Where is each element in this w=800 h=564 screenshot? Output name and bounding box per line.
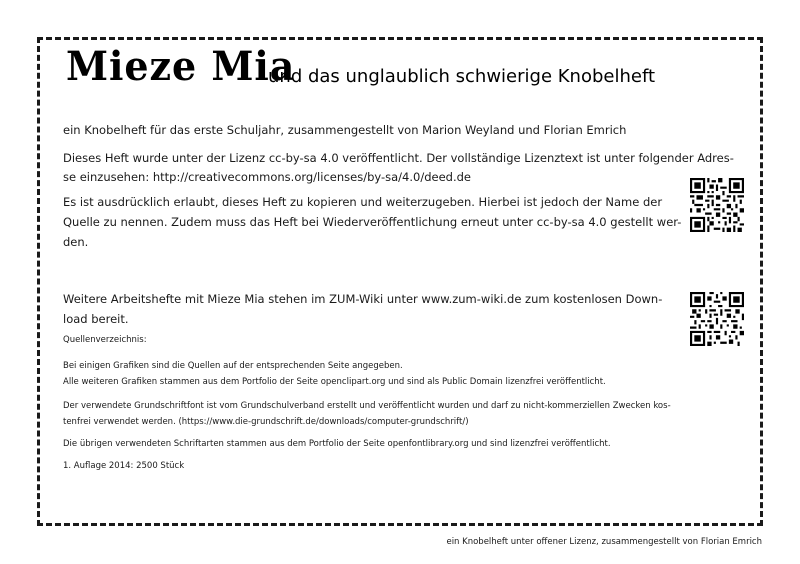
- graphics-sources-line2: Alle weiteren Grafiken stammen aus dem Portfolio der Seite openclipart.org und sind als Public Domain lizenzfrei veröffentlicht.: [63, 377, 606, 387]
- qr-code-icon: [690, 292, 744, 346]
- license-text-line1: Dieses Heft wurde unter der Lizenz cc-by-sa 4.0 veröffentlicht. Der vollständige Lizenztext ist unter folgender Adres-: [63, 151, 734, 165]
- copy-text-line1: Es ist ausdrücklich erlaubt, dieses Heft zu kopieren und weiterzugeben. Hierbei ist jedoch der Name der: [63, 195, 663, 209]
- dashed-border-frame: [37, 37, 763, 526]
- other-fonts-source: Die übrigen verwendeten Schriftarten stammen aus dem Portfolio der Seite openfontlibrary.org und sind lizenzfrei veröffentlicht.: [63, 439, 611, 449]
- page-subtitle: und das unglaublich schwierige Knobelheft: [268, 66, 656, 87]
- edition-info: 1. Auflage 2014: 2500 Stück: [63, 461, 185, 471]
- graphics-sources-line1: Bei einigen Grafiken sind die Quellen auf der entsprechenden Seite angegeben.: [63, 361, 403, 371]
- font-source-line1: Der verwendete Grundschriftfont ist vom Grundschulverband erstellt und veröffentlicht wurden und darf zu nicht-kommerziellen Zwecken kos-: [63, 401, 671, 411]
- logo-title: Mieze Mia: [66, 43, 296, 90]
- license-text-line2: se einzusehen: http://creativecommons.org/licenses/by-sa/4.0/deed.de: [63, 170, 471, 184]
- more-text-line2: load bereit.: [63, 312, 129, 326]
- intro-text: ein Knobelheft für das erste Schuljahr, zusammengestellt von Marion Weyland und Florian Emrich: [63, 123, 627, 137]
- footer-text: ein Knobelheft unter offener Lizenz, zusammengestellt von Florian Emrich: [446, 537, 762, 547]
- qr-code-icon: [690, 178, 744, 232]
- more-text-line1: Weitere Arbeitshefte mit Mieze Mia stehen im ZUM-Wiki unter www.zum-wiki.de zum kostenlosen Down-: [63, 292, 663, 306]
- copy-text-line2: Quelle zu nennen. Zudem muss das Heft bei Wiederveröffentlichung erneut unter cc-by-sa 4.0 gestellt wer-: [63, 215, 682, 229]
- sources-heading: Quellenverzeichnis:: [63, 335, 147, 345]
- copy-text-line3: den.: [63, 235, 89, 249]
- font-source-line2: tenfrei verwendet werden. (https://www.die-grundschrift.de/downloads/computer-grundschrift/): [63, 417, 469, 427]
